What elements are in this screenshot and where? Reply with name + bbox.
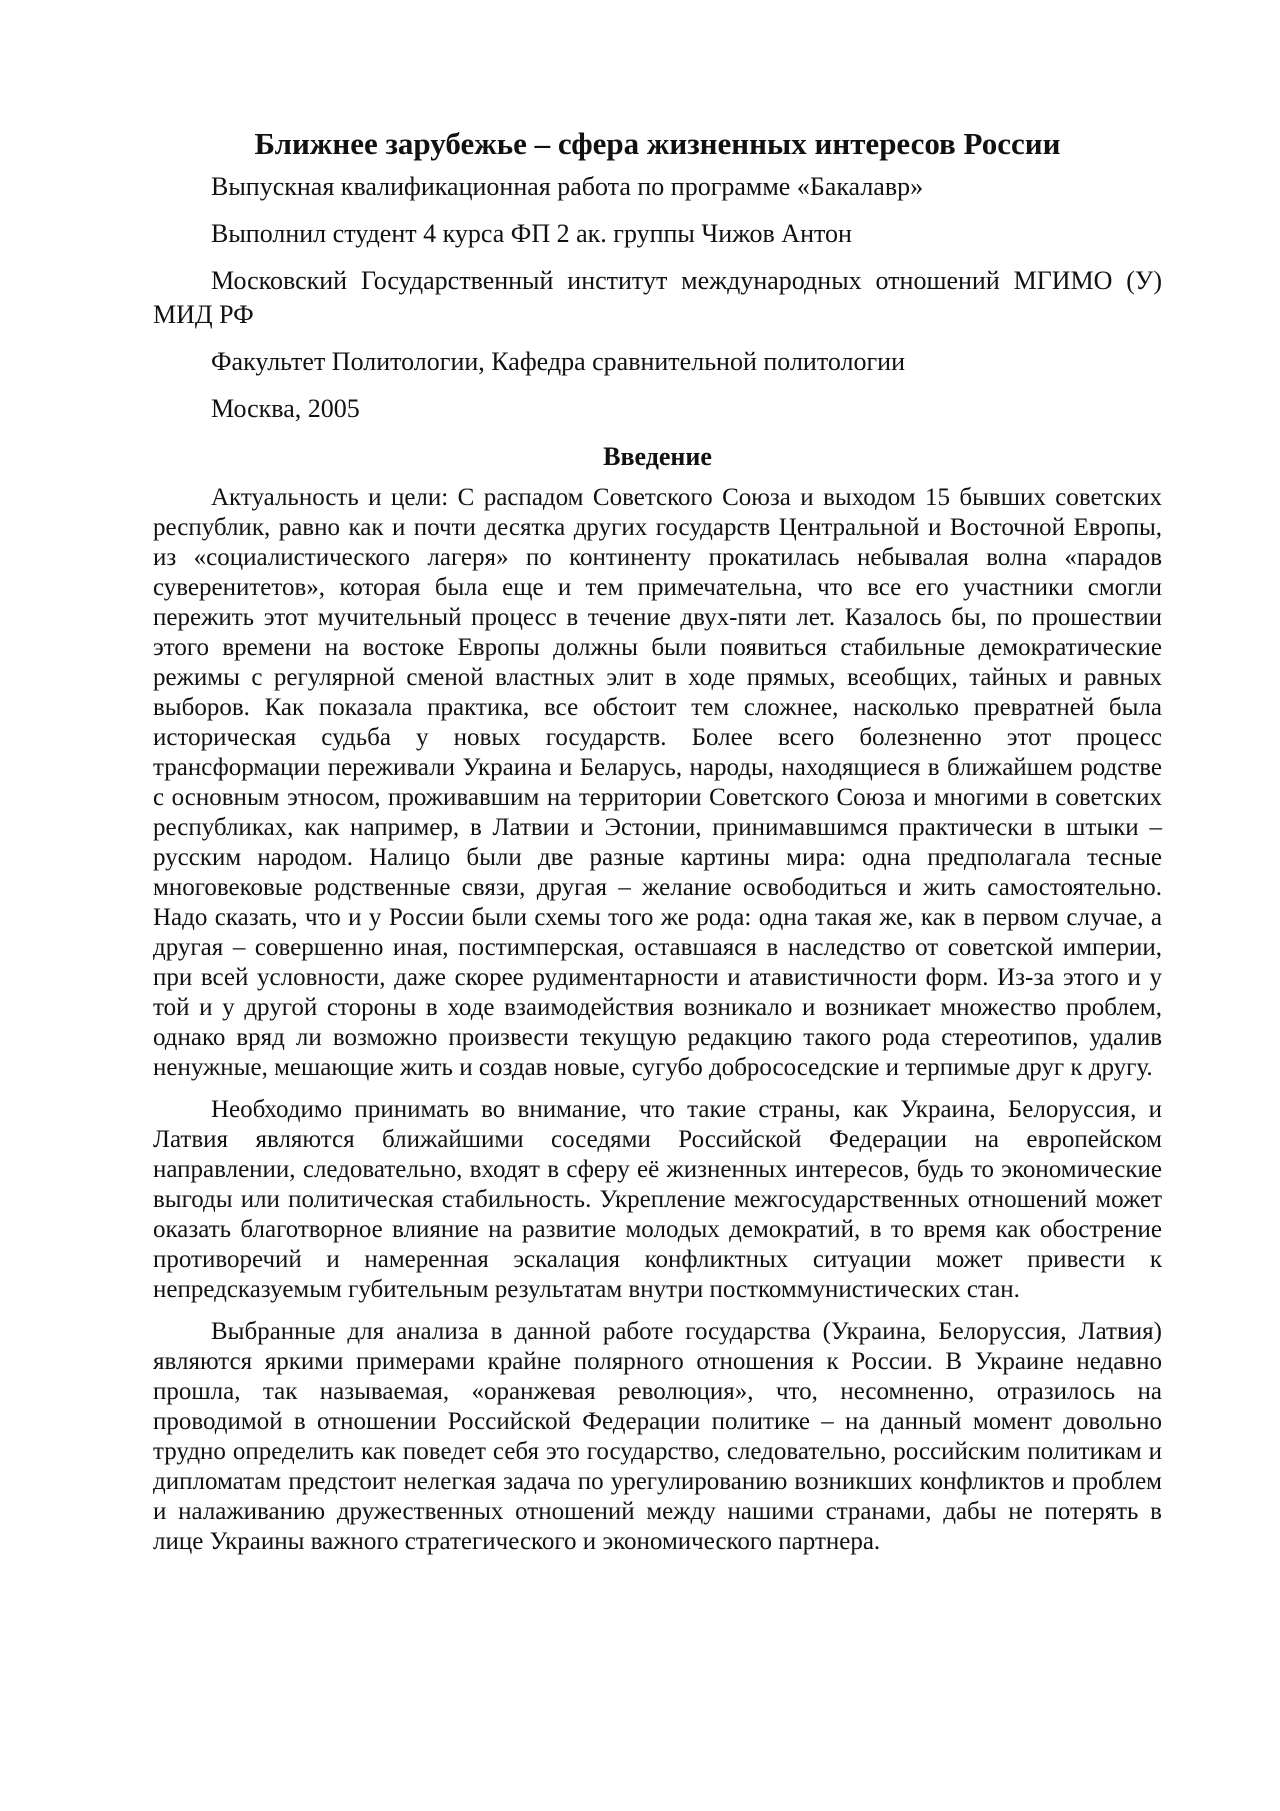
author-line: Выполнил студент 4 курса ФП 2 ак. группы Чижов Антон: [211, 219, 852, 248]
document-body: [153, 124, 1162, 1569]
document-title: Ближнее зарубежье – сфера жизненных интересов России: [254, 126, 1061, 161]
institution-line: Московский Государственный институт международных отношений МГИМО (У) МИД РФ: [153, 266, 1162, 329]
work-type-line: Выпускная квалификационная работа по программе «Бакалавр»: [211, 172, 924, 201]
section-heading-introduction: Введение: [603, 442, 712, 471]
paragraph-neighbors: Необходимо принимать во внимание, что такие страны, как Украина, Белоруссия, и Латвия являются ближайшими соседями Российской Федерации на европейском направлении, следовательно, входят в сферу её жизненных интересов, будь то экономические выгоды или политическая стабильность. Укрепление межгосударственных отношений может оказать благотворное влияние на развитие молодых демократий, в то время как обострение противоречий и намеренная эскалация конфликтных ситуации может привести к непредсказуемым губительным результатам внутри посткоммунистических стан.: [153, 1096, 1162, 1303]
paragraph-relevance-goals: Актуальность и цели: С распадом Советского Союза и выходом 15 бывших советских республик, равно как и почти десятка других государств Центральной и Восточной Европы, из «социалистического лагеря» по континенту прокатилась небывалая волна «парадов суверенитетов», которая была еще и тем примечательна, что все его участники смогли пережить этот мучительный процесс в течение двух-пяти лет. Казалось бы, по прошествии этого времени на востоке Европы должны были появиться стабильные демократические режимы с регулярной сменой властных элит в ходе прямых, всеобщих, тайных и равных выборов. Как показала практика, все обстоит тем сложнее, насколько превратней была историческая судьба у новых государств. Более всего болезненно этот процесс трансформации переживали Украина и Беларусь, народы, находящиеся в ближайшем родстве с основным этносом, проживавшим на территории Советского Союза и многими в советских республиках, как например, в Латвии и Эстонии, принимавшимся практически в штыки – русским народом. Налицо были две разные картины мира: одна предполагала тесные многовековые родственные связи, другая – желание освободиться и жить самостоятельно. Надо сказать, что и у России были схемы того же рода: одна такая же, как в первом случае, а другая – совершенно иная, постимперская, оставшаяся в наследство от советской империи, при всей условности, даже скорее рудиментарности и атавистичности форм. Из-за этого и у той и у другой стороны в ходе взаимодействия возникало и возникает множество проблем, однако вряд ли возможно произвести текущую редакцию такого рода стереотипов, удалив ненужные, мешающие жить и создав новые, сугубо добрососедские и терпимые друг к другу.: [153, 484, 1162, 1081]
city-year-line: Москва, 2005: [211, 394, 360, 423]
paragraph-selected-states: Выбранные для анализа в данной работе государства (Украина, Белоруссия, Латвия) являются яркими примерами крайне полярного отношения к России. В Украине недавно прошла, так называемая, «оранжевая революция», что, несомненно, отразилось на проводимой в отношении Российской Федерации политике – на данный момент довольно трудно определить как поведет себя это государство, следовательно, российским политикам и дипломатам предстоит нелегкая задача по урегулированию возникших конфликтов и проблем и налаживанию дружественных отношений между нашими странами, дабы не потерять в лице Украины важного стратегического и экономического партнера.: [153, 1318, 1162, 1555]
faculty-line: Факультет Политологии, Кафедра сравнительной политологии: [211, 347, 905, 376]
